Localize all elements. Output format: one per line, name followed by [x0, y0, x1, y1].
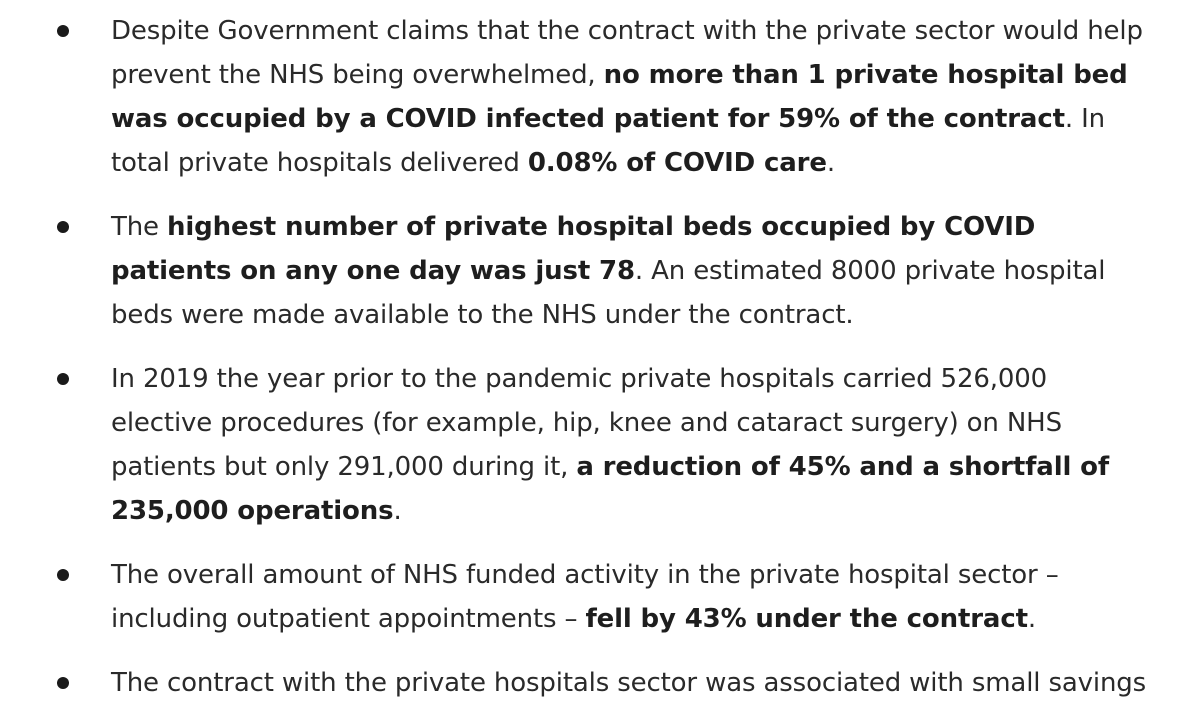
bullet-text: . An estimated 8000 private hospital beds were made available to the NHS under the contract. — [111, 256, 1106, 330]
bullet-item-5 — [0, 661, 1200, 705]
bullet-item-3 — [0, 357, 1200, 533]
bullet-text: The contract with the private hospitals sector was associated with small savings — [111, 668, 1147, 698]
bullet-text: . In total private hospitals delivered — [111, 104, 1105, 178]
bullet-text: In 2019 the year prior to the pandemic private hospitals carried 526,000 elective procedures (for example, hip, knee and cataract surgery) on NHS patients but only 291,000 during it, — [111, 364, 1062, 482]
bullet-text-bold: highest number of private hospital beds occupied by COVID patients on any one day was just 78 — [111, 212, 1036, 286]
bullet-text: . — [393, 496, 402, 526]
bullet-dot-icon — [57, 221, 69, 233]
bullet-text: The overall amount of NHS funded activity in the private hospital sector – including outpatient appointments – — [111, 560, 1059, 634]
bullet-text: The — [111, 212, 168, 242]
bullet-text: . — [826, 148, 835, 178]
bullet-text-bold: a reduction of 45% and a shortfall of 235,000 operations — [111, 452, 1109, 526]
bullet-dot-icon — [57, 569, 69, 581]
bullet-text-bold: no more than 1 private hospital bed was occupied by a COVID infected patient for 59% of the contract — [111, 60, 1128, 134]
bullet-text: Despite Government claims that the contract with the private sector would help prevent the NHS being overwhelmed, — [111, 16, 1143, 90]
bullet-text: . — [1027, 604, 1036, 634]
bullet-item-4 — [0, 553, 1200, 641]
bullet-dot-icon — [57, 677, 69, 689]
bullet-item-1 — [0, 9, 1200, 185]
bullet-list — [0, 9, 1200, 725]
bullet-text-bold: 0.08% of COVID care — [527, 148, 827, 178]
bullet-item-2 — [0, 205, 1200, 337]
bullet-text-bold: fell by 43% under the contract — [585, 604, 1028, 634]
bullet-dot-icon — [57, 25, 69, 37]
bullet-dot-icon — [57, 373, 69, 385]
